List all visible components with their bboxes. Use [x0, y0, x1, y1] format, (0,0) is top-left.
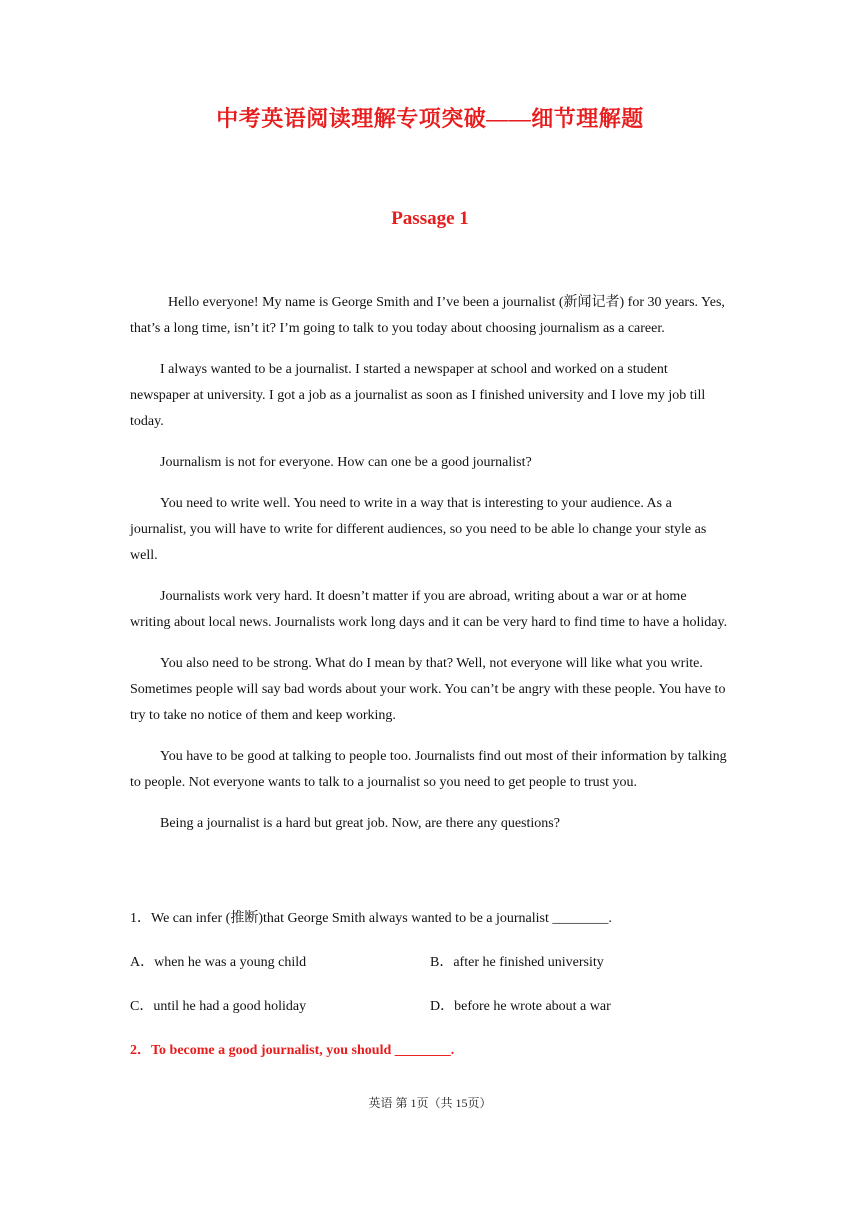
question-1-options-row-1 [130, 950, 730, 976]
passage-title: Passage 1 [391, 208, 469, 229]
paragraph: I always wanted to be a journalist. I started a newspaper at school and worked on a student newspaper at university. I got a job as a journalist as soon as I finished university and I love my job till today. [130, 362, 706, 429]
option-c: C．until he had a good holiday [130, 999, 307, 1014]
paragraph: Journalists work very hard. It doesn’t matter if you are abroad, writing about a war or at home writing about local news. Journalists work long days and it can be very hard to find time to have a holiday. [130, 589, 728, 630]
paragraph: You have to be good at talking to people too. Journalists find out most of their information by talking to people. Not everyone wants to talk to a journalist so you need to get people to trust you. [130, 749, 727, 790]
paragraph: Journalism is not for everyone. How can one be a good journalist? [160, 455, 532, 470]
option-a: A．when he was a young child [130, 955, 307, 970]
question-2-stem: 2．To become a good journalist, you should ________. [130, 1043, 455, 1058]
document-title: 中考英语阅读理解专项突破——细节理解题 [216, 106, 644, 131]
paragraph: You also need to be strong. What do I mean by that? Well, not everyone will like what you write. Sometimes people will say bad words about your work. You can’t be angry with these people. You have to try to take no notice of them and keep working. [130, 656, 726, 723]
question-1-options-row-2 [130, 994, 730, 1020]
passage-body [130, 290, 730, 852]
question-1-stem: 1．We can infer (推断)that George Smith always wanted to be a journalist ________. [130, 911, 612, 926]
option-b: B．after he finished university [430, 955, 604, 970]
option-d: D．before he wrote about a war [430, 999, 611, 1014]
paragraph: You need to write well. You need to write in a way that is interesting to your audience. As a journalist, you will have to write for different audiences, so you need to be able lo change your style as well. [130, 496, 707, 563]
page-footer: 英语 第 1页（共 15页） [368, 1096, 492, 1110]
paragraph: Being a journalist is a hard but great job. Now, are there any questions? [160, 816, 560, 831]
paragraph: Hello everyone! My name is George Smith and I’ve been a journalist (新闻记者) for 30 years. Yes, that’s a long time, isn’t it? I’m going to talk to you today about choosing journalism as a career. [130, 295, 725, 336]
